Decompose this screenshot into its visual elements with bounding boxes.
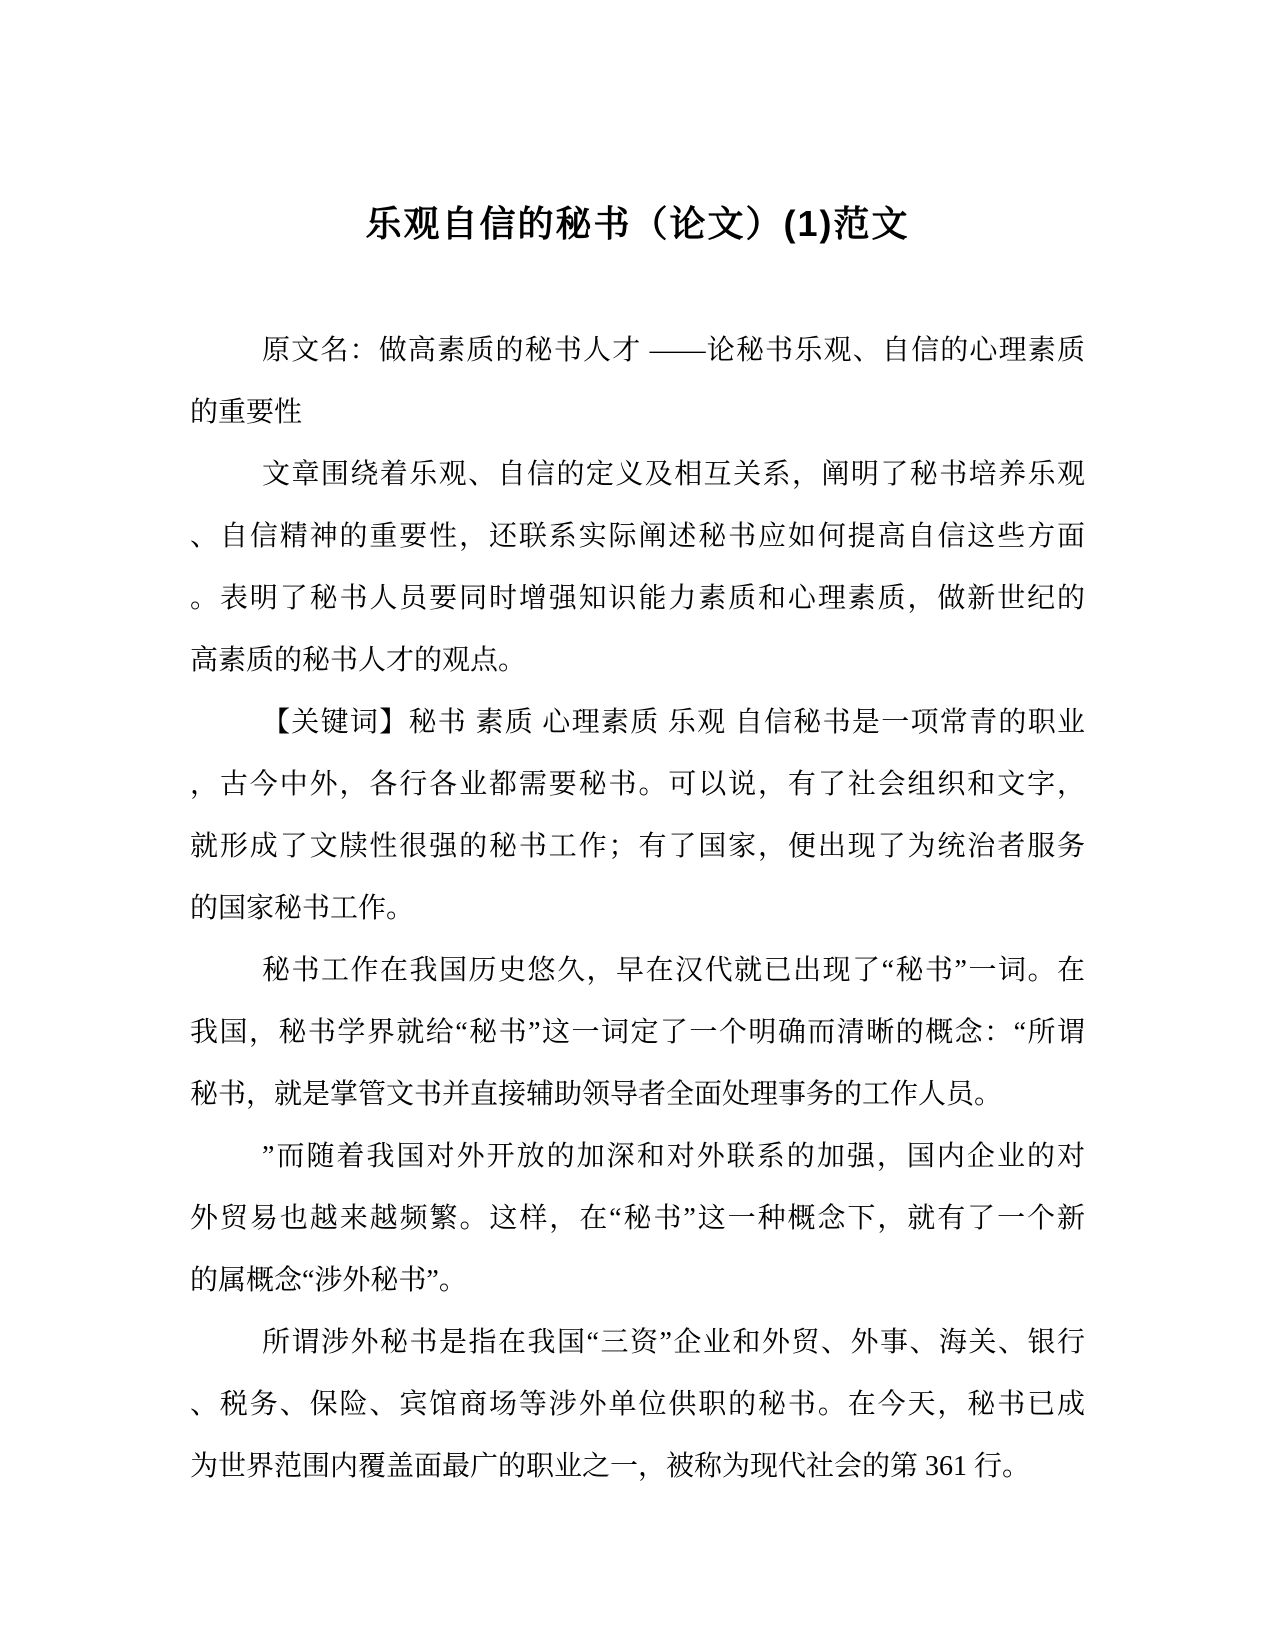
text-line: 、税务、保险、宾馆商场等涉外单位供职的秘书。在今天，秘书已成 xyxy=(190,1389,1085,1420)
text-line: ，古今中外，各行各业都需要秘书。可以说，有了社会组织和文字， xyxy=(190,769,1085,800)
text-line: 的国家秘书工作。 xyxy=(190,893,415,924)
text-line: 高素质的秘书人才的观点。 xyxy=(190,645,527,676)
text-line: 为世界范围内覆盖面最广的职业之一，被称为现代社会的第 361 行。 xyxy=(190,1451,1031,1482)
text-line: 所谓涉外秘书是指在我国“三资”企业和外贸、外事、海关、银行 xyxy=(262,1327,1085,1358)
text-line: 我国，秘书学界就给“秘书”这一词定了一个明确而清晰的概念：“所谓 xyxy=(190,1017,1085,1048)
text-line: 秘书，就是掌管文书并直接辅助领导者全面处理事务的工作人员。 xyxy=(190,1079,1003,1110)
text-line: 外贸易也越来越频繁。这样，在“秘书”这一种概念下，就有了一个新 xyxy=(190,1203,1085,1234)
document-body xyxy=(190,320,1085,1498)
text-line: 、自信精神的重要性，还联系实际阐述秘书应如何提高自信这些方面 xyxy=(190,521,1085,552)
text-line: 文章围绕着乐观、自信的定义及相互关系，阐明了秘书培养乐观 xyxy=(262,459,1085,490)
text-line: ”而随着我国对外开放的加深和对外联系的加强，国内企业的对 xyxy=(262,1141,1085,1172)
text-line: 就形成了文牍性很强的秘书工作；有了国家，便出现了为统治者服务 xyxy=(190,831,1085,862)
document-title: 乐观自信的秘书（论文）(1)范文 xyxy=(365,203,910,244)
text-line: 原文名：做高素质的秘书人才 ——论秘书乐观、自信的心理素质 xyxy=(262,335,1085,366)
text-line: 的属概念“涉外秘书”。 xyxy=(190,1265,467,1296)
text-line: 秘书工作在我国历史悠久，早在汉代就已出现了“秘书”一词。在 xyxy=(262,955,1085,986)
text-line: 【关键词】秘书 素质 心理素质 乐观 自信秘书是一项常青的职业 xyxy=(262,707,1085,738)
text-line: 的重要性 xyxy=(190,397,303,428)
text-line: 。表明了秘书人员要同时增强知识能力素质和心理素质，做新世纪的 xyxy=(190,583,1085,614)
